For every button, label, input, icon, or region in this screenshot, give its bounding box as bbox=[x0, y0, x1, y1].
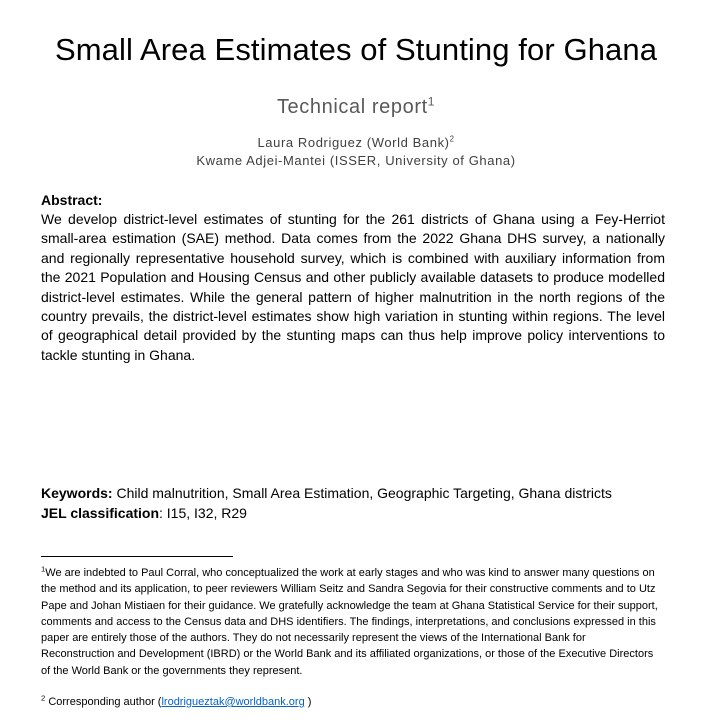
footnote-1 bbox=[41, 565, 661, 679]
footnote-1-text: We are indebted to Paul Corral, who conceptualized the work at early stages and who was kind to answer many questions on the method and its application, to peer reviewers William Seitz and Sandra Segovia for their constructive comments and to Utz Pape and Johan Mistiaen for their guidance. We gratefully acknowledge the team at Ghana Statistical Service for their support, comments and access to the Census data and DHS identifiers. The findings, interpretations, and conclusions expressed in this paper are entirely those of the authors. They do not necessarily represent the views of the International Bank for Reconstruction and Development (IBRD) or the World Bank and its affiliated organizations, or those of the Executive Directors of the World Bank or the governments they represent. bbox=[41, 567, 658, 677]
jel-value: : I15, I32, R29 bbox=[159, 505, 247, 521]
footnote-2-mark: 2 bbox=[41, 693, 46, 703]
abstract-heading: Abstract: bbox=[41, 192, 103, 208]
footnote-2-suffix: ) bbox=[304, 696, 312, 708]
corresponding-author-email-link[interactable]: lrodrigueztak@worldbank.org bbox=[161, 696, 305, 708]
footnote-2 bbox=[41, 694, 661, 710]
keywords-line bbox=[41, 484, 681, 502]
author-2-text: Kwame Adjei-Mantei (ISSER, University of Ghana) bbox=[196, 153, 516, 168]
author-line-1 bbox=[0, 134, 712, 151]
keywords-label: Keywords: bbox=[41, 485, 113, 501]
author-1-text: Laura Rodriguez (World Bank) bbox=[257, 135, 450, 150]
jel-label: JEL classification bbox=[41, 505, 160, 521]
subtitle-text: Technical report bbox=[276, 96, 428, 118]
keywords-value: Child malnutrition, Small Area Estimation, Geographic Targeting, Ghana districts bbox=[112, 485, 612, 501]
author-1-footnote-mark: 2 bbox=[449, 134, 455, 144]
abstract-body: We develop district-level estimates of stunting for the 261 districts of Ghana using a Fey-Herriot small-area estimation (SAE) method. Data comes from the 2022 Ghana DHS survey, a nationally and regionally representative household survey, which is combined with auxiliary information from the 2021 Population and Housing Census and other publicly available datasets to produce modelled district-level estimates. While the general pattern of higher malnutrition in the north regions of the country prevails, the district-level estimates show high variation in stunting within regions. The level of geographical detail provided by the stunting maps can thus help improve policy interventions to tackle stunting in Ghana. bbox=[41, 211, 665, 363]
jel-classification-line bbox=[41, 504, 681, 522]
author-line-2 bbox=[0, 152, 712, 169]
document-subtitle bbox=[0, 94, 712, 120]
footnote-1-mark: 1 bbox=[41, 564, 46, 574]
subtitle-footnote-mark: 1 bbox=[427, 94, 436, 109]
footnote-2-prefix: Corresponding author ( bbox=[45, 696, 162, 708]
footnote-divider bbox=[41, 556, 233, 557]
document-title: Small Area Estimates of Stunting for Ghana bbox=[54, 32, 658, 67]
